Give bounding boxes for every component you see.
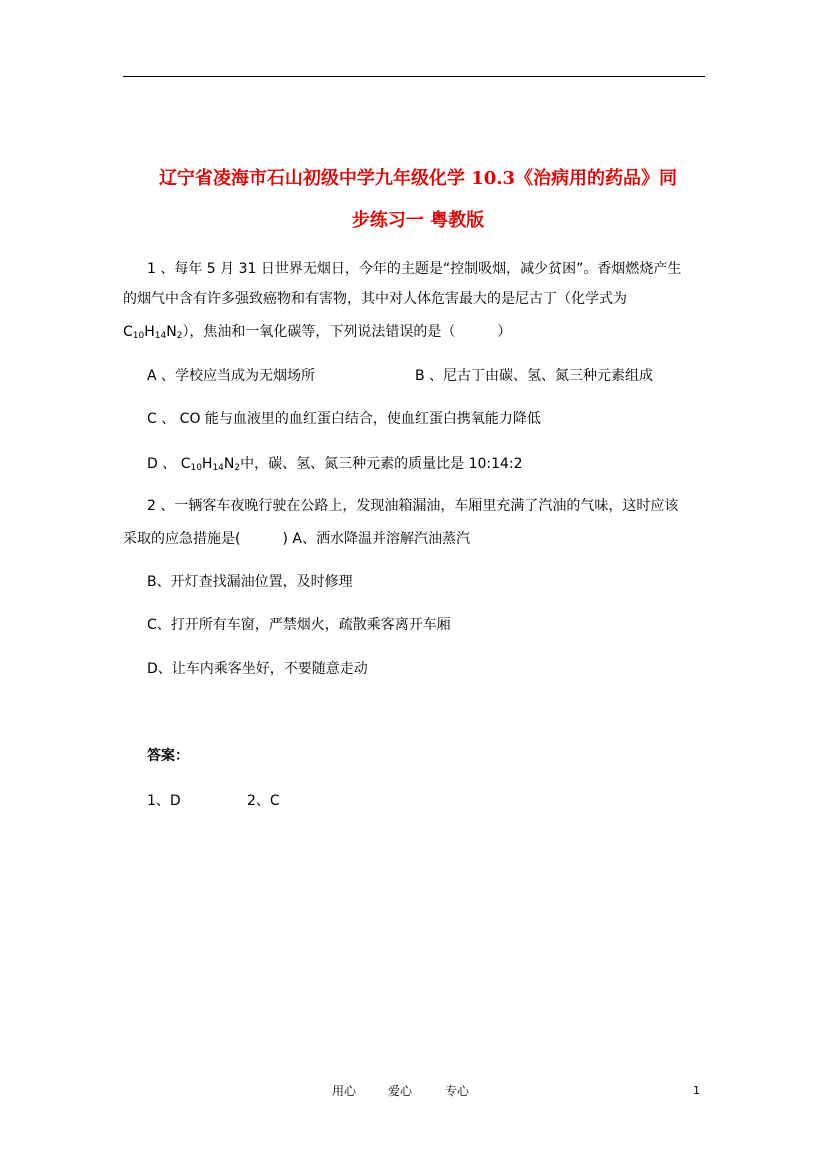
question-1-option-a: A 、学校应当成为无烟场所 — [147, 368, 316, 384]
document-title-line-1: 辽宁省凌海市石山初级中学九年级化学 10.3《治病用的药品》同 — [158, 168, 678, 189]
question-2-option-c: C、打开所有车窗，严禁烟火，疏散乘客离开车厢 — [147, 617, 451, 633]
footer-item-1: 用心 — [332, 1084, 357, 1098]
footer-item-3: 专心 — [445, 1084, 470, 1098]
answer-2: 2、C — [247, 793, 280, 809]
document-title-line-2: 步练习一 粤教版 — [351, 210, 485, 231]
answers-heading: 答案： — [147, 748, 189, 764]
question-1-option-d: D 、 $C_{10}H_{14}N_2$中，碳、氢、氮三种元素的质量比是 10:14:2 — [147, 456, 523, 473]
formula: $C_{10}H_{14}N_2$ — [123, 324, 183, 341]
question-1-option-c: C 、 CO 能与血液里的血红蛋白结合，使血红蛋白携氧能力降低 — [147, 411, 541, 427]
question-1-option-b: B 、尼古丁由碳、氢、氮三种元素组成 — [415, 368, 654, 384]
question-1-line-3: $C_{10}H_{14}N_2$），焦油和一氧化碳等，下列说法错误的是（ ） — [123, 324, 512, 341]
question-2-option-d: D、让车内乘客坐好，不要随意走动 — [147, 661, 368, 677]
answer-1: 1、D — [147, 793, 181, 809]
page-number: 1 — [693, 1084, 700, 1097]
question-2-option-b: B、开灯查找漏油位置，及时修理 — [147, 574, 353, 590]
question-1-line-2: 的烟气中含有许多强致癌物和有害物，其中对人体危害最大的是尼古丁（化学式为 — [123, 291, 627, 307]
footer-item-2: 爱心 — [388, 1084, 413, 1098]
question-1-line-1: 1 、每年 5 月 31 日世界无烟日，今年的主题是“控制吸烟，减少贫困”。香烟燃烧产生 — [147, 261, 682, 277]
header-rule — [123, 76, 705, 77]
formula-repeat: $C_{10}H_{14}N_2$ — [180, 456, 241, 473]
question-2-line-2: 采取的应急措施是( ) A、洒水降温并溶解汽油蒸汽 — [123, 531, 470, 547]
question-2-line-1: 2 、一辆客车夜晚行驶在公路上，发现油箱漏油，车厢里充满了汽油的气味，这时应该 — [147, 498, 679, 514]
